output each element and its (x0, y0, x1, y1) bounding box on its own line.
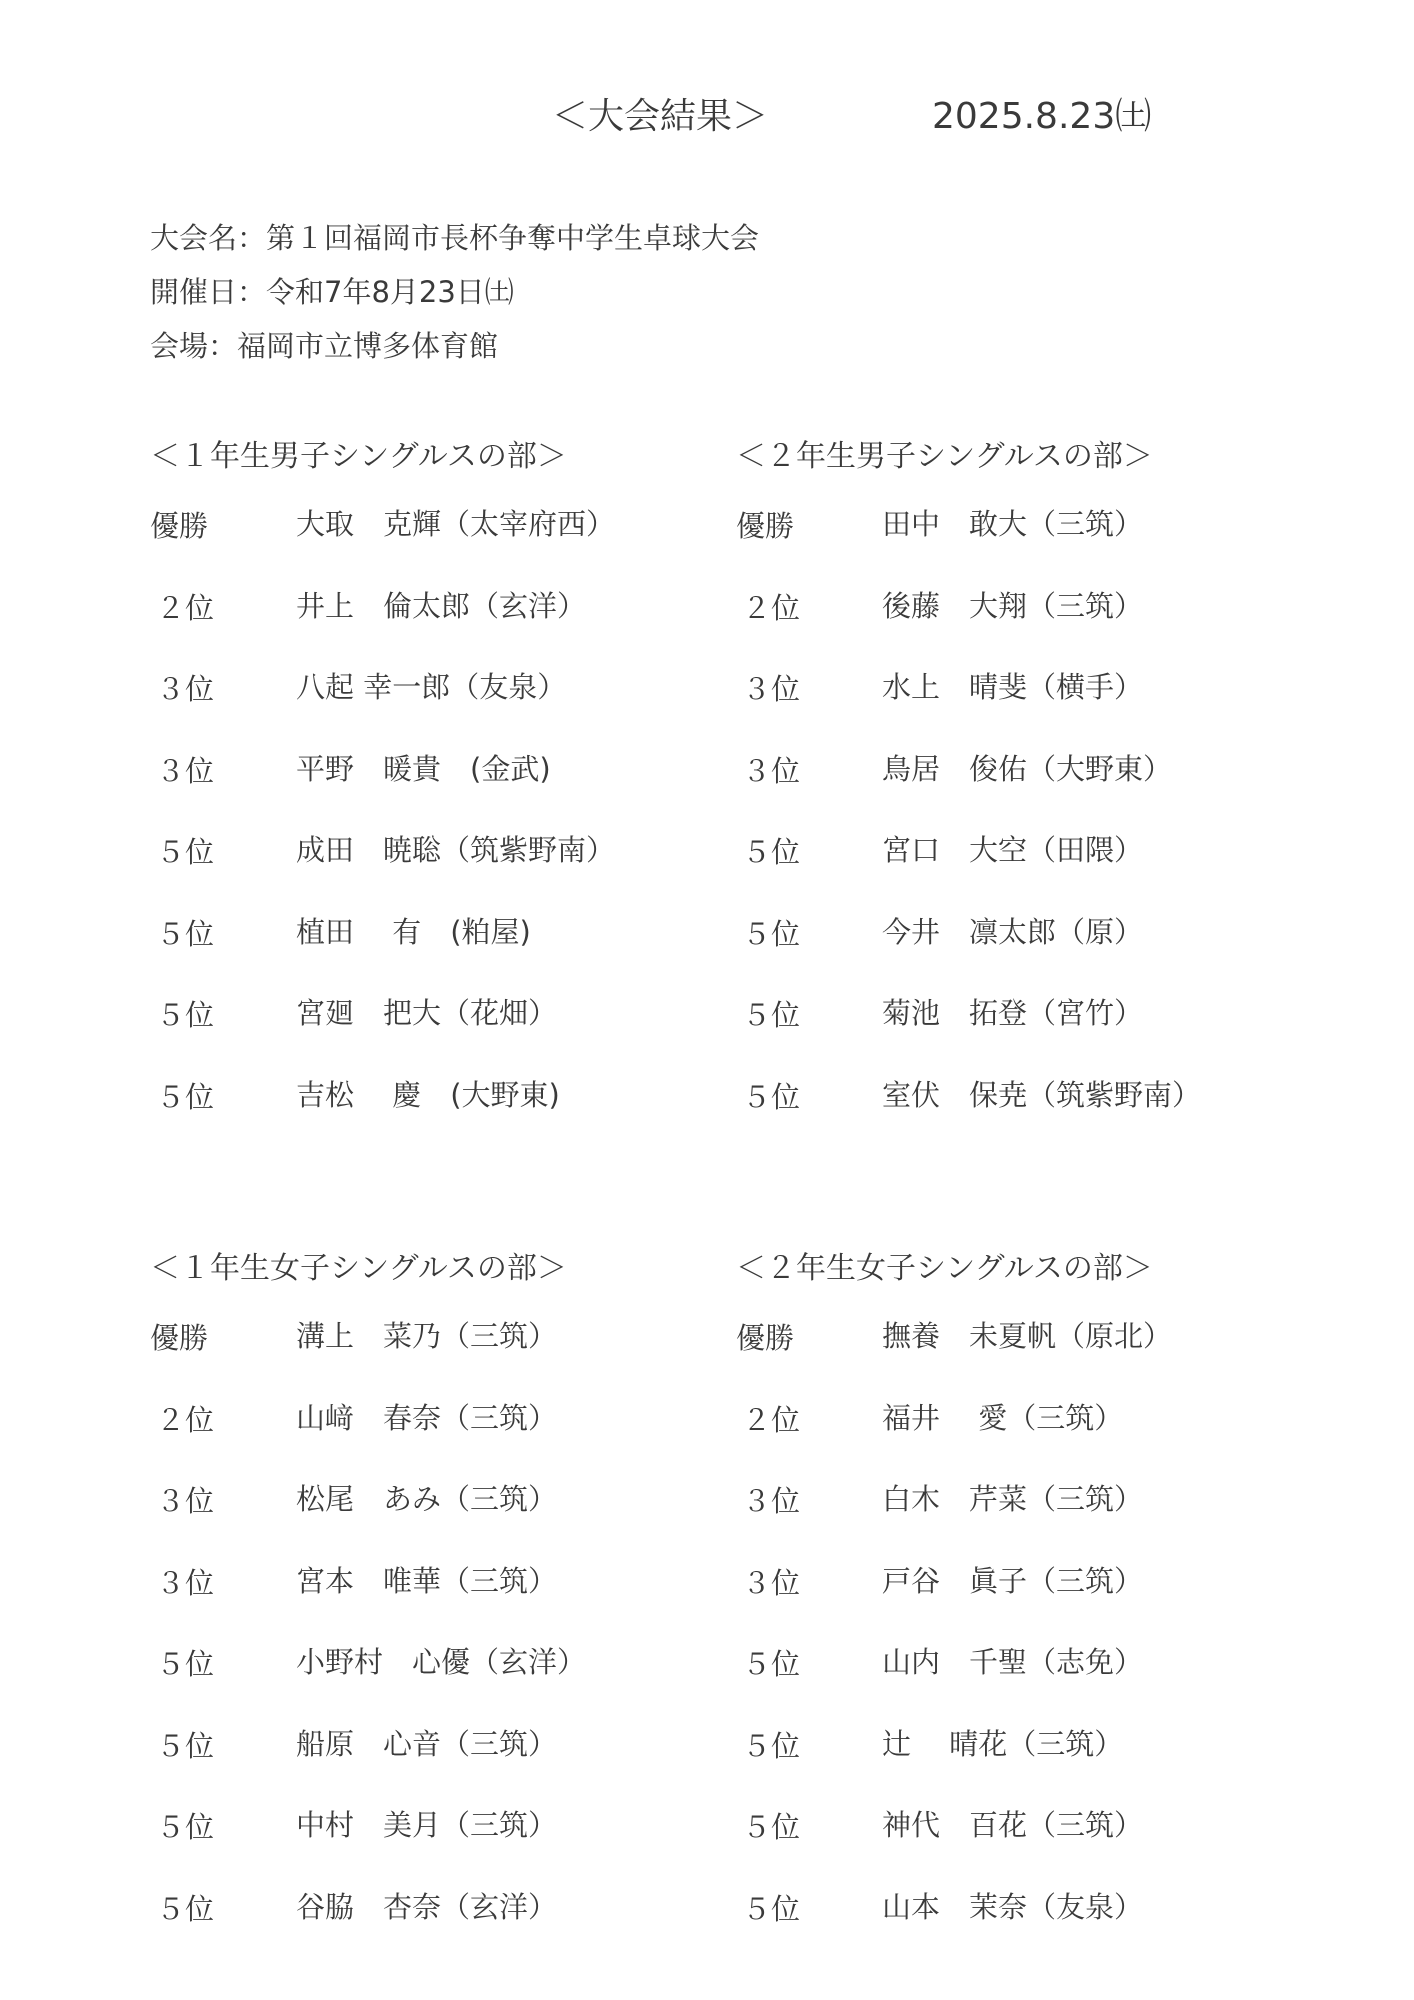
rank: ５位 (742, 1810, 801, 1844)
rank: ５位 (742, 916, 801, 951)
rank: ３位 (156, 1484, 215, 1518)
section-heading: ＜２年生男子シングルスの部＞ (736, 439, 1153, 474)
rank: ５位 (156, 1728, 215, 1763)
player-name: 撫養 未夏帆（原北） (882, 1319, 1173, 1353)
rank: ５位 (156, 998, 215, 1032)
rank: ３位 (742, 1565, 801, 1600)
player-name: 田中 敢大（三筑） (882, 507, 1144, 541)
player-name: 植田 有 (粕屋) (296, 914, 531, 949)
rank: ５位 (742, 1647, 801, 1681)
rank: ５位 (156, 1647, 215, 1681)
player-name: 谷脇 杏奈（玄洋） (296, 1889, 558, 1924)
player-name: 井上 倫太郎（玄洋） (296, 588, 587, 623)
event-date: 開催日：令和7年8月23日㈯ (150, 275, 514, 309)
rank: ５位 (156, 1079, 215, 1114)
rank: ５位 (742, 1728, 801, 1763)
player-name: 水上 晴斐（横手） (882, 670, 1144, 704)
player-name: 戸谷 眞子（三筑） (882, 1563, 1144, 1598)
rank: ５位 (156, 1891, 215, 1926)
player-name: 宮口 大空（田隈） (882, 833, 1144, 867)
rank: ３位 (742, 1484, 801, 1518)
rank: ５位 (742, 1891, 801, 1926)
player-name: 小野村 心優（玄洋） (296, 1645, 587, 1679)
rank: ３位 (156, 753, 215, 788)
rank: ５位 (742, 998, 801, 1032)
player-name: 今井 凛太郎（原） (882, 914, 1144, 949)
page-date: 2025.8.23㈯ (932, 96, 1152, 137)
rank: 優勝 (736, 509, 795, 543)
player-name: 溝上 菜乃（三筑） (296, 1319, 558, 1353)
section-heading: ＜１年生女子シングルスの部＞ (150, 1251, 567, 1286)
player-name: 白木 芹菜（三筑） (882, 1482, 1144, 1516)
player-name: 福井 愛（三筑） (882, 1400, 1124, 1435)
player-name: 辻 晴花（三筑） (882, 1726, 1124, 1761)
player-name: 鳥居 俊佑（大野東） (882, 751, 1173, 786)
rank: ３位 (742, 672, 801, 706)
venue: 会場：福岡市立博多体育館 (150, 329, 499, 363)
rank: ２位 (156, 590, 215, 625)
player-name: 後藤 大翔（三筑） (882, 588, 1144, 623)
section-heading: ＜２年生女子シングルスの部＞ (736, 1251, 1153, 1286)
player-name: 松尾 あみ（三筑） (296, 1482, 558, 1516)
rank: ５位 (742, 835, 801, 869)
rank: ５位 (742, 1079, 801, 1114)
player-name: 山内 千聖（志免） (882, 1645, 1144, 1679)
player-name: 平野 暖貴 (金武) (296, 751, 551, 786)
player-name: 大取 克輝（太宰府西） (296, 507, 616, 541)
tournament-name: 大会名：第１回福岡市長杯争奪中学生卓球大会 (150, 221, 760, 255)
player-name: 山﨑 春奈（三筑） (296, 1400, 558, 1435)
rank: 優勝 (150, 509, 209, 543)
rank: ５位 (156, 835, 215, 869)
section-heading: ＜１年生男子シングルスの部＞ (150, 439, 567, 474)
player-name: 宮本 唯華（三筑） (296, 1563, 558, 1598)
player-name: 船原 心音（三筑） (296, 1726, 558, 1761)
rank: ２位 (742, 590, 801, 625)
rank: ２位 (156, 1402, 215, 1437)
rank: ３位 (742, 753, 801, 788)
player-name: 吉松 慶 (大野東) (296, 1077, 560, 1112)
rank: ５位 (156, 916, 215, 951)
rank: ２位 (742, 1402, 801, 1437)
rank: 優勝 (736, 1321, 795, 1355)
player-name: 中村 美月（三筑） (296, 1808, 558, 1842)
player-name: 宮廻 把大（花畑） (296, 996, 558, 1030)
rank: 優勝 (150, 1321, 209, 1355)
player-name: 神代 百花（三筑） (882, 1808, 1144, 1842)
rank: ３位 (156, 672, 215, 706)
player-name: 菊池 拓登（宮竹） (882, 996, 1144, 1030)
page-title: ＜大会結果＞ (552, 96, 769, 137)
rank: ５位 (156, 1810, 215, 1844)
player-name: 八起 幸一郎（友泉） (296, 670, 567, 704)
player-name: 成田 暁聡（筑紫野南） (296, 833, 616, 867)
player-name: 室伏 保尭（筑紫野南） (882, 1077, 1202, 1112)
rank: ３位 (156, 1565, 215, 1600)
player-name: 山本 茉奈（友泉） (882, 1889, 1144, 1924)
